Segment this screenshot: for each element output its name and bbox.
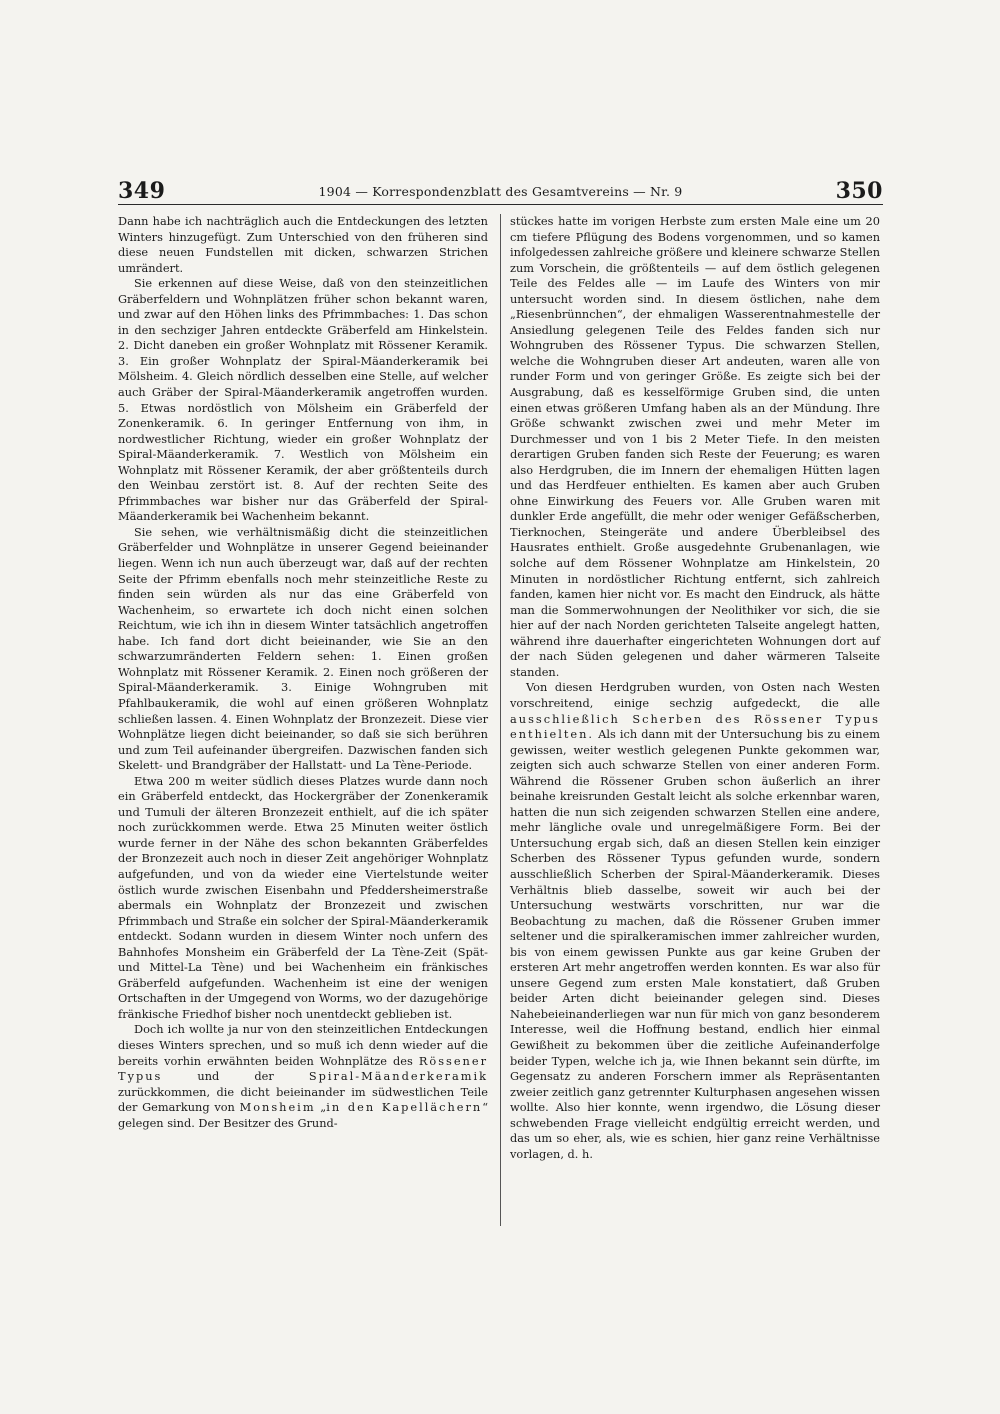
spaced-text: Spiral-Mäanderkeramik bbox=[308, 1069, 488, 1084]
paragraph bbox=[118, 1022, 488, 1131]
page-number-right: 350 bbox=[835, 178, 883, 204]
spaced-text: ausschließlich Scherben des Rössener Typus enthielten. bbox=[510, 711, 880, 742]
spaced-text: Rössener Typus bbox=[118, 1053, 488, 1084]
spaced-text: in den Kapellächern bbox=[326, 1100, 483, 1115]
page-number-left: 349 bbox=[118, 178, 166, 204]
spaced-text: Monsheim bbox=[239, 1100, 316, 1115]
column-divider bbox=[500, 214, 501, 1226]
paragraph: Etwa 200 m weiter südlich dieses Platzes wurde dann noch ein Gräberfeld entdeckt, das Hockergräber der Zonenkeramik und Tumuli der älteren Bronzezeit enthielt, auf die ich später noch zurückkommen werde. Etwa 25 Minuten weiter östlich wurde ferner in der Nähe des schon bekannten Gräberfeldes der Bronzezeit auch noch in dieser Zeit angehöriger Wohnplatz aufgefunden, und von da wieder eine Viertelstunde weiter östlich wurde zwischen Eisenbahn und Pfeddersheimerstraße abermals ein Wohnplatz der Bronzezeit und zwischen Pfrimmbach und Straße ein solcher der Spiral-Mäanderkeramik entdeckt. Sodann wurden in diesem Winter noch unfern des Bahnhofes Monsheim ein Gräberfeld der La Tène-Zeit (Spät- und Mittel-La Tène) und bei Wachenheim ein fränkisches Gräberfeld aufgefunden. Wachenheim ist eine der wenigen Ortschaften in der Umgegend von Worms, wo der dazugehörige fränkische Friedhof bisher noch unentdeckt geblieben ist. bbox=[118, 773, 488, 1021]
text-run: Doch ich wollte ja nur von den steinzeitlichen Entdeckungen dieses Winters sprechen, und so muß ich denn wieder auf die bereits vorhin erwähnten beiden Wohnplätze des bbox=[118, 1022, 488, 1068]
paragraph: stückes hatte im vorigen Herbste zum ersten Male eine um 20 cm tiefere Pflügung des Bodens vorgenommen, und so kamen infolgedessen zahlreiche größere und kleinere schwarze Stellen zum Vorschein, die größtenteils — auf dem östlich gelegenen Teile des Feldes alle — im Laufe des Winters von mir untersucht worden sind. In diesem östlichen, nahe dem „Riesenbrünnchen“, der ehmaligen Wasserentnahmestelle der Ansiedlung gelegenen Teile des Feldes fanden sich nur Wohngruben des Rössener Typus. Die schwarzen Stellen, welche die Wohngruben dieser Art andeuten, waren alle von runder Form und von geringer Größe. Es zeigte sich bei der Ausgrabung, daß es kesselförmige Gruben sind, die unten einen etwas größeren Umfang haben als an der Mündung. Ihre Größe schwankt zwischen zwei und mehr Meter im Durchmesser und von 1 bis 2 Meter Tiefe. In den meisten derartigen Gruben fanden sich Reste der Feuerung; es waren also Herdgruben, die im Innern der ehemaligen Hütten lagen und das Herdfeuer enthielten. Es kamen aber auch Gruben ohne Einwirkung des Feuers vor. Alle Gruben waren mit dunkler Erde angefüllt, die mehr oder weniger Gefäßscherben, Tierknochen, Steingeräte und andere Überbleibsel des Hausrates enthielt. Große ausgedehnte Grubenanlagen, wie solche auf dem Rössener Wohnplatze am Hinkelstein, 20 Minuten in nordöstlicher Richtung entfernt, sich zahlreich fanden, kamen hier nicht vor. Es macht den Eindruck, als hätte man die Sommerwohnungen der Neolithiker vor sich, die sie hier auf der nach Norden gerichteten Talseite angelegt hatten, während ihre dauerhafter eingerichteten Wohnungen dort auf der nach Süden gelegenen und daher wärmeren Talseite standen. bbox=[510, 214, 880, 679]
paragraph: Dann habe ich nachträglich auch die Entdeckungen des letzten Winters hinzugefügt. Zum Unterschied von den früheren sind diese neuen Fundstellen mit dicken, schwarzen Strichen umrändert. bbox=[118, 214, 488, 275]
text-run: zurückkommen, die dicht beieinander im südwestlichen Teile der Gemarkung von bbox=[118, 1084, 488, 1115]
text-run: „ bbox=[315, 1100, 327, 1115]
page-header bbox=[118, 180, 883, 205]
paragraph: Sie sehen, wie verhältnismäßig dicht die steinzeitlichen Gräberfelder und Wohnplätze in unserer Gegend beieinander liegen. Wenn ich nun auch überzeugt war, daß auf der rechten Seite der Pfrimm ebenfalls noch mehr steinzeitliche Reste zu finden sein würden als nur das eine Gräberfeld von Wachenheim, so erwartete ich doch nicht einen solchen Reichtum, wie ich ihn in diesem Winter tatsächlich angetroffen habe. Ich fand dort dicht beieinander, wie Sie an den schwarzumränderten Feldern sehen: 1. Einen großen Wohnplatz mit Rössener Keramik. 2. Einen noch größeren der Spiral-Mäanderkeramik. 3. Einige Wohngruben mit Pfahlbaukeramik, die wohl auf einen größeren Wohnplatz schließen lassen. 4. Einen Wohnplatz der Bronzezeit. Diese vier Wohnplätze liegen dicht beieinander, so daß sie sich berühren und zum Teil aufeinander übergreifen. Dazwischen fanden sich Skelett- und Brandgräber der Hallstatt- und La Tène-Periode. bbox=[118, 524, 488, 773]
paragraph: Sie erkennen auf diese Weise, daß von den steinzeitlichen Gräberfeldern und Wohnplätzen früher schon bekannt waren, und zwar auf den Höhen links des Pfrimmbaches: 1. Das schon in den sechziger Jahren entdeckte Gräberfeld am Hinkelstein. 2. Dicht daneben ein großer Wohnplatz mit Rössener Keramik. 3. Ein großer Wohnplatz der Spiral-Mäanderkeramik bei Mölsheim. 4. Gleich nördlich desselben eine Stelle, auf welcher auch Gräber der Spiral-Mäanderkeramik angetroffen wurden. 5. Etwas nordöstlich von Mölsheim ein Gräberfeld der Zonenkeramik. 6. In geringer Entfernung von ihm, in nordwestlicher Richtung, wieder ein großer Wohnplatz der Spiral-Mäanderkeramik. 7. Westlich von Mölsheim ein Wohnplatz mit Rössener Keramik, der aber größtenteils durch den Weinbau zerstört ist. 8. Auf der rechten Seite des Pfrimmbaches war bisher nur das Gräberfeld der Spiral-Mäanderkeramik bei Wachenheim bekannt. bbox=[118, 276, 488, 524]
text-run: und der bbox=[162, 1069, 309, 1084]
left-column bbox=[118, 214, 488, 1131]
text-run: Als ich dann mit der Untersuchung bis zu einem gewissen, weiter westlich gelegenen Punkte gekommen war, zeigten sich auch schwarze Stellen von einer anderen Form. Während die Rössener Gruben schon äußerlich an ihrer beinahe kreisrunden Gestalt leicht als solche erkennbar waren, hatten die nun sich zeigenden schwarzen Stellen eine andere, mehr längliche ovale und unregelmäßigere Form. Bei der Untersuchung ergab sich, daß an diesen Stellen kein einziger Scherben des Rössener Typus gefunden wurde, sondern ausschließlich Scherben der Spiral-Mäanderkeramik. Dieses Verhältnis blieb dasselbe, soweit wir auch bei der Untersuchung westwärts vorschritten, nur war die Beobachtung zu machen, daß die Rössener Gruben immer seltener und die spiralkeramischen immer zahlreicher wurden, bis von einem gewissen Punkte aus gar keine Gruben der ersteren Art mehr angetroffen werden konnten. Es war also für unsere Gegend zum ersten Male konstatiert, daß Gruben beider Arten dicht beieinander gelegen sind. Dieses Nahebeieinanderliegen war nun für mich von ganz besonderem Interesse, weil die Hoffnung bestand, endlich hier einmal Gewißheit zu bekommen über die zeitliche Aufeinanderfolge beider Typen, welche ich ja, wie Ihnen bekannt sein dürfte, im Gegensatz zu anderen Forschern immer als Repräsentanten zweier zeitlich ganz getrennter Kulturphasen angesehen wissen wollte. Also hier konnte, wenn irgendwo, die Lösung dieser schwebenden Frage vielleicht endgültig erreicht werden, und das um so eher, als, wie es schien, hier ganz reine Verhältnisse vorlagen, d. h. bbox=[510, 727, 880, 1161]
text-run: Von diesen Herdgruben wurden, von Osten nach Westen vorschreitend, einige sechzig aufgedeckt, die alle bbox=[510, 680, 880, 710]
paragraph bbox=[510, 680, 880, 1162]
right-column bbox=[510, 214, 880, 1162]
running-title: 1904 — Korrespondenzblatt des Gesamtvereins — Nr. 9 bbox=[318, 184, 683, 199]
text-run: “ gelegen sind. Der Besitzer des Grund- bbox=[118, 1100, 488, 1130]
